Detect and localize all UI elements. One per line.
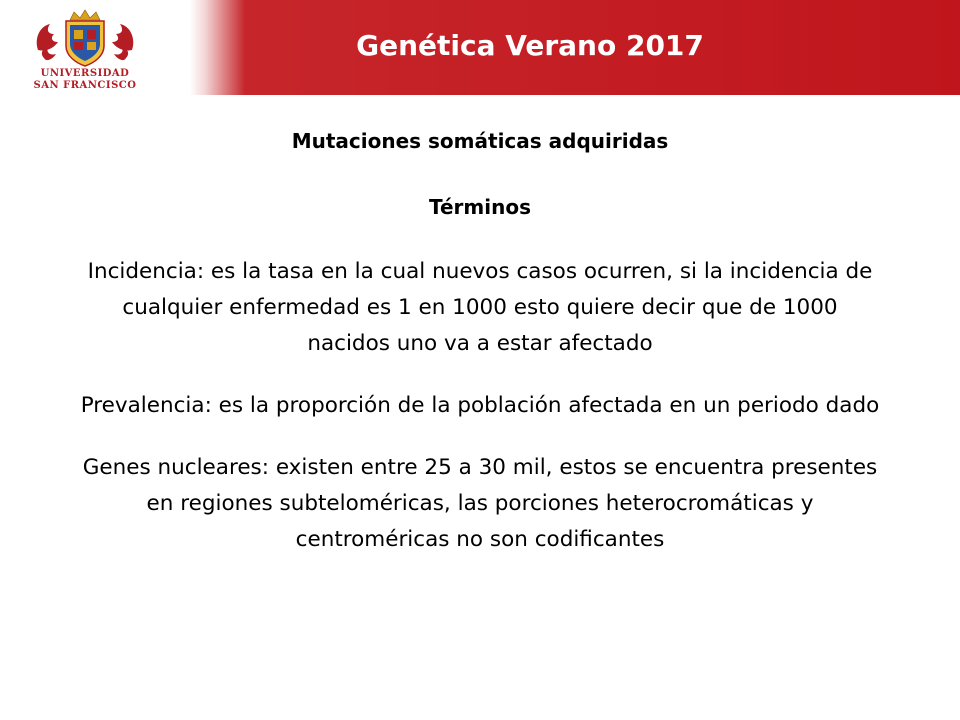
paragraph-incidencia: Incidencia: es la tasa en la cual nuevos casos ocurren, si la incidencia de cualquier enfermedad es 1 en 1000 esto quiere decir que de 1000 nacidos uno va a estar afectado	[87, 259, 873, 356]
logo-text-universidad: UNIVERSIDAD	[40, 68, 130, 79]
logo-text-san-francisco: SAN FRANCISCO	[33, 80, 137, 91]
header-banner	[0, 0, 960, 95]
slide-subheading: Términos	[429, 195, 531, 219]
slide-header-title: Genética Verano 2017	[356, 29, 704, 62]
university-logo	[30, 8, 140, 92]
crest-icon	[30, 8, 140, 68]
slide-heading: Mutaciones somáticas adquiridas	[291, 129, 669, 153]
paragraph-prevalencia: Prevalencia: es la proporción de la población afectada en un periodo dado	[80, 393, 880, 418]
paragraph-genes-nucleares: Genes nucleares: existen entre 25 a 30 mil, estos se encuentra presentes en regiones subteloméricas, las porciones heterocromáticas y centroméricas no son codificantes	[82, 455, 878, 552]
slide-content	[80, 124, 880, 558]
